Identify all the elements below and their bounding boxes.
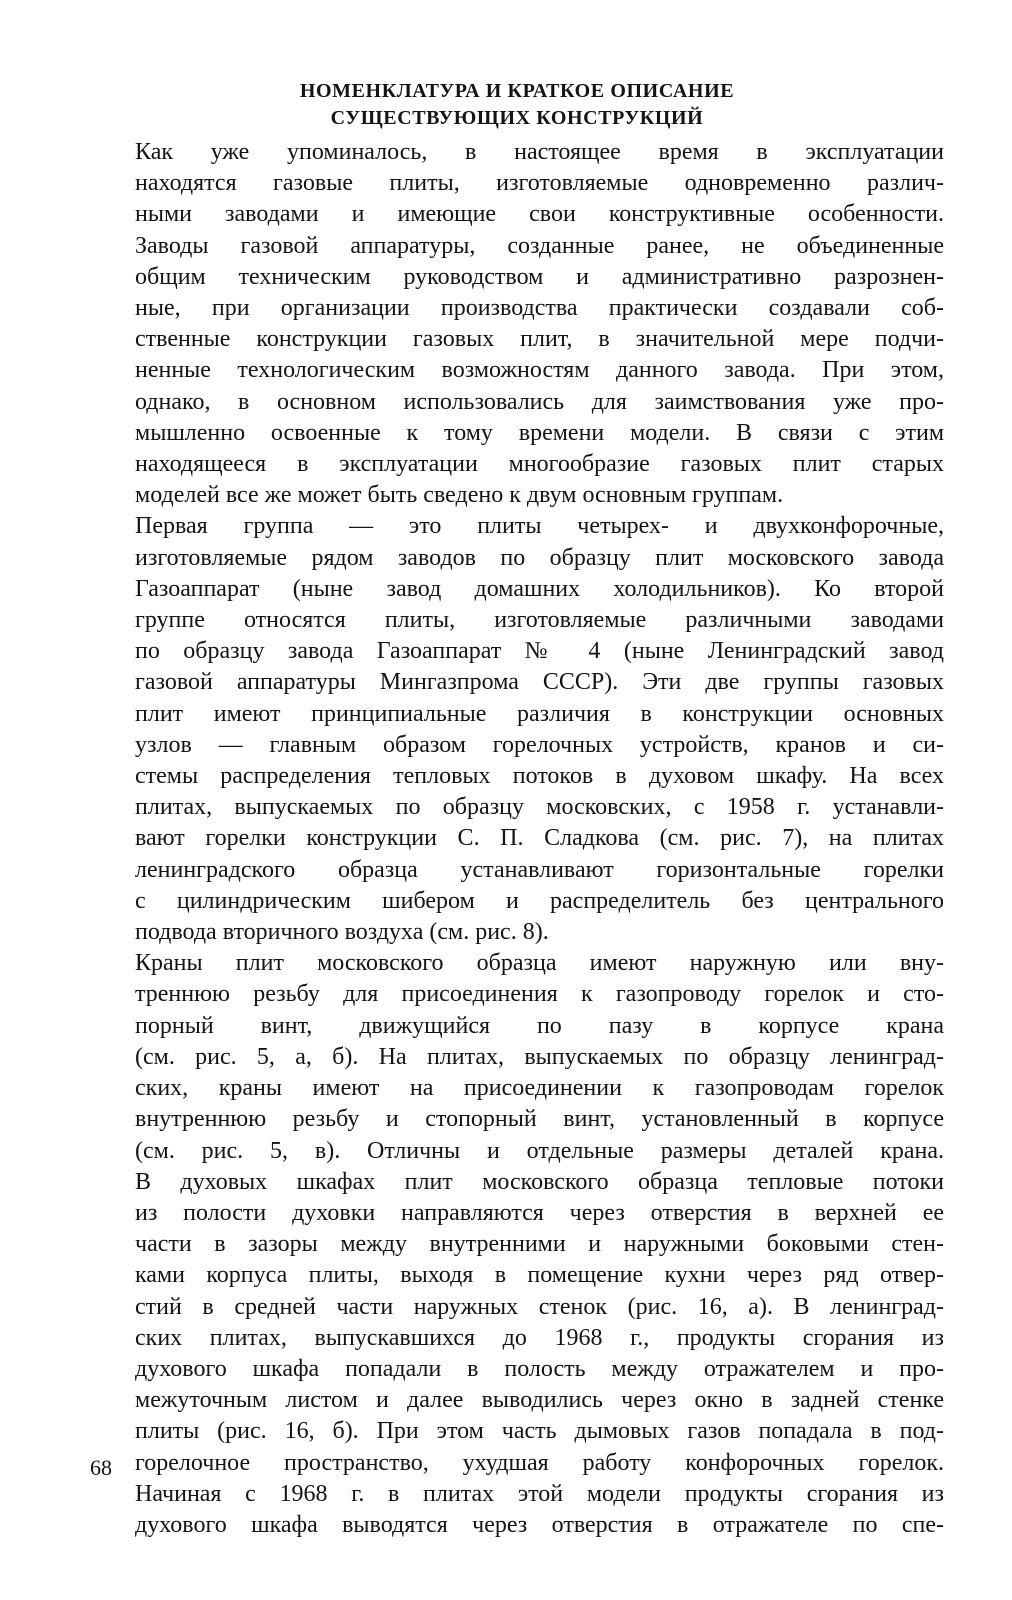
text-line: газовой аппаратуры Мингазпрома СССР). Эти две группы газовых — [135, 669, 944, 696]
text-line: находящееся в эксплуатации многообразие газовых плит старых — [135, 451, 944, 478]
text-line: ственные конструкции газовых плит, в значительной мере подчи- — [135, 326, 944, 353]
text-line: плитах, выпускаемых по образцу московских, с 1958 г. устанавли- — [135, 794, 944, 821]
text-line: плиты (рис. 16, б). При этом часть дымовых газов попадала в под- — [135, 1418, 944, 1445]
paragraph-1 — [90, 137, 944, 511]
paragraph-2 — [90, 511, 944, 948]
text-line: вают горелки конструкции С. П. Сладкова (см. рис. 7), на плитах — [135, 825, 944, 852]
text-line: узлов — главным образом горелочных устройств, кранов и си- — [135, 731, 944, 758]
paragraph-3 — [90, 948, 944, 1541]
text-line: Как уже упоминалось, в настоящее время в эксплуатации — [135, 139, 944, 165]
text-line: ленинградского образца устанавливают горизонтальные горелки — [135, 856, 944, 883]
text-line: Краны плит московского образца имеют наружную или вну- — [135, 950, 944, 977]
text-line: моделей все же может быть сведено к двум основным группам. — [135, 482, 784, 509]
text-line: внутреннюю резьбу и стопорный винт, установленный в корпусе — [135, 1106, 944, 1133]
text-line: по образцу завода Газоаппарат № 4 (ныне Ленинградский завод — [135, 638, 944, 665]
text-line: ные, при организации производства практически создавали соб- — [135, 295, 944, 322]
text-line: ными заводами и имеющие свои конструктивные особенности. — [135, 201, 944, 228]
text-line: находятся газовые плиты, изготовляемые одновременно различ- — [135, 170, 944, 197]
text-line: ками корпуса плиты, выходя в помещение кухни через ряд отвер- — [135, 1262, 944, 1289]
text-line: духового шкафа попадали в полость между отражателем и про- — [135, 1355, 944, 1382]
text-line: (см. рис. 5, а, б). На плитах, выпускаемых по образцу ленинград- — [135, 1043, 944, 1070]
text-line: из полости духовки направляются через отверстия в верхней ее — [135, 1199, 944, 1226]
text-line: межуточным листом и далее выводились через окно в задней стенке — [135, 1387, 944, 1414]
page-number: 68 — [90, 1455, 112, 1480]
text-line: В духовых шкафах плит московского образца тепловые потоки — [135, 1168, 944, 1195]
text-line: духового шкафа выводятся через отверстия в отражателе по спе- — [135, 1511, 944, 1538]
text-line: порный винт, движущийся по пазу в корпусе крана — [135, 1012, 944, 1039]
text-line: Газоаппарат (ныне завод домашних холодильников). Ко второй — [135, 575, 944, 602]
text-line: стий в средней части наружных стенок (рис. 16, а). В ленинград- — [135, 1293, 944, 1320]
text-line: части в зазоры между внутренними и наружными боковыми стен- — [135, 1231, 944, 1258]
text-line: горелочное пространство, ухудшая работу конфорочных горелок. — [135, 1449, 944, 1476]
text-line: мышленно освоенные к тому времени модели. В связи с этим — [135, 419, 944, 446]
text-line: однако, в основном использовались для заимствования уже про- — [135, 388, 944, 415]
text-line: Заводы газовой аппаратуры, созданные ранее, не объединенные — [135, 232, 944, 259]
text-line: общим техническим руководством и административно разрознен- — [135, 263, 944, 290]
text-line: ских плитах, выпускавшихся до 1968 г., продукты сгорания из — [135, 1324, 944, 1351]
heading-line-2: СУЩЕСТВУЮЩИХ КОНСТРУКЦИЙ — [330, 107, 704, 129]
text-line: плит имеют принципиальные различия в конструкции основных — [135, 700, 944, 727]
text-line: ненные технологическим возможностям данного завода. При этом, — [135, 357, 944, 384]
text-line: Первая группа — это плиты четырех- и двухконфорочные, — [135, 513, 944, 540]
text-line: изготовляемые рядом заводов по образцу плит московского завода — [135, 544, 944, 571]
heading-line-1: НОМЕНКЛАТУРА И КРАТКОЕ ОПИСАНИЕ — [299, 80, 735, 102]
text-line: группе относятся плиты, изготовляемые различными заводами — [135, 607, 944, 634]
text-line: (см. рис. 5, в). Отличны и отдельные размеры деталей крана. — [135, 1137, 944, 1164]
section-heading — [90, 78, 944, 132]
text-line: Начиная с 1968 г. в плитах этой модели продукты сгорания из — [135, 1480, 944, 1507]
text-line: треннюю резьбу для присоединения к газопроводу горелок и сто- — [135, 981, 944, 1008]
page-body — [90, 78, 944, 1541]
text-line: подвода вторичного воздуха (см. рис. 8). — [135, 919, 549, 946]
text-line: стемы распределения тепловых потоков в духовом шкафу. На всех — [135, 763, 944, 790]
text-line: ских, краны имеют на присоединении к газопроводам горелок — [135, 1075, 944, 1102]
text-line: с цилиндрическим шибером и распределитель без центрального — [135, 887, 944, 914]
